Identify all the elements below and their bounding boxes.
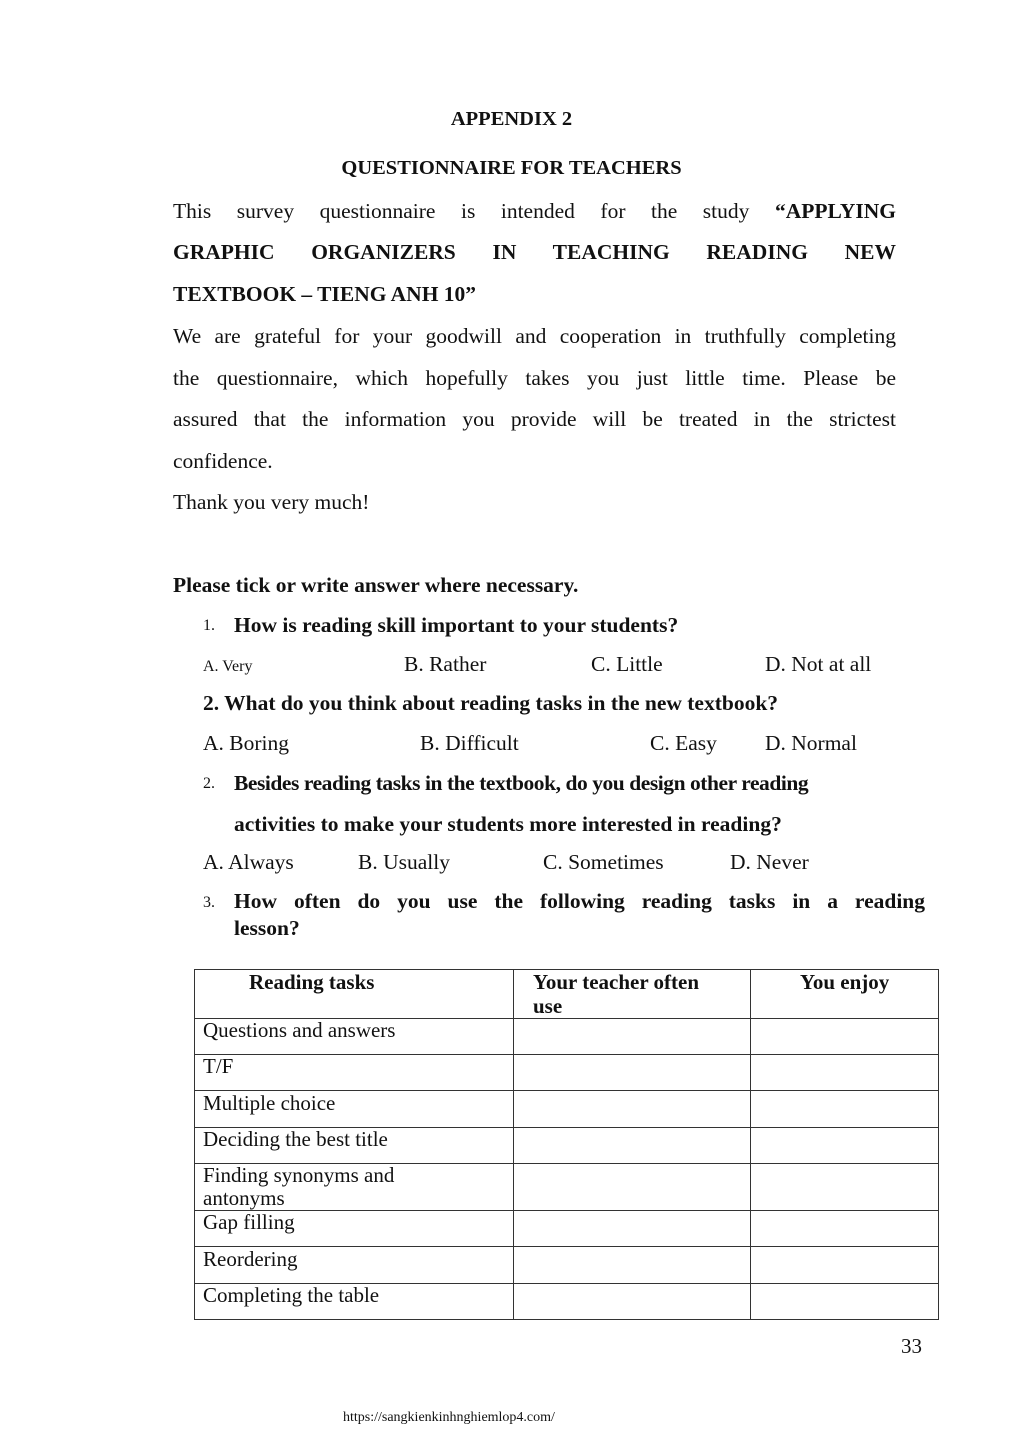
teacher-use-cell[interactable]: [514, 1128, 750, 1163]
you-enjoy-cell[interactable]: [751, 1164, 938, 1210]
q1-option-d[interactable]: D. Not at all: [765, 652, 872, 676]
teacher-use-cell[interactable]: [514, 1247, 750, 1283]
q1-option-c[interactable]: C. Little: [591, 652, 663, 676]
you-enjoy-cell[interactable]: [751, 1211, 938, 1246]
question-3-text-line-2: activities to make your students more interested in reading?: [234, 812, 782, 836]
table-header-teacher-use-line-2: use: [533, 994, 563, 1018]
study-title-line-3: TEXTBOOK – TIENG ANH 10”: [173, 282, 477, 306]
q3-option-a[interactable]: A. Always: [203, 850, 294, 874]
you-enjoy-cell[interactable]: [751, 1247, 938, 1283]
question-1-number: 1.: [203, 617, 215, 634]
q1-option-a[interactable]: [203, 652, 252, 677]
teacher-use-cell[interactable]: [514, 1164, 750, 1210]
teacher-use-cell[interactable]: [514, 1211, 750, 1246]
study-title-line-2: GRAPHIC ORGANIZERS IN TEACHING READING NEW: [173, 240, 896, 264]
table-header-teacher-use-line-1: Your teacher often: [533, 970, 700, 994]
q3-option-c[interactable]: C. Sometimes: [543, 850, 664, 874]
table-row-label: Completing the table: [203, 1283, 380, 1307]
teacher-use-cell[interactable]: [514, 1284, 750, 1319]
table-row-label-line-2: antonyms: [203, 1186, 285, 1210]
table-row-label: Deciding the best title: [203, 1127, 388, 1151]
intro-p2-line-1: We are grateful for your goodwill and cooperation in truthfully completing: [173, 324, 896, 348]
q1-option-b[interactable]: B. Rather: [404, 652, 487, 676]
q2-option-c[interactable]: C. Easy: [650, 731, 717, 755]
footer-url[interactable]: https://sangkienkinhnghiemlop4.com/: [343, 1410, 555, 1425]
you-enjoy-cell[interactable]: [751, 1128, 938, 1163]
page-title: QUESTIONNAIRE FOR TEACHERS: [341, 157, 682, 179]
q3-option-d[interactable]: D. Never: [730, 850, 809, 874]
question-2-text: 2. What do you think about reading tasks in the new textbook?: [203, 691, 779, 715]
you-enjoy-cell[interactable]: [751, 1091, 938, 1127]
page-number: 33: [901, 1334, 922, 1358]
question-4-number: 3.: [203, 894, 215, 911]
you-enjoy-cell[interactable]: [751, 1284, 938, 1319]
table-header-you-enjoy: You enjoy: [800, 970, 890, 994]
teacher-use-cell[interactable]: [514, 1091, 750, 1127]
q2-option-d[interactable]: D. Normal: [765, 731, 857, 755]
question-4-text-line-1: How often do you use the following reading tasks in a reading: [234, 889, 925, 913]
table-row-label-line-1: Finding synonyms and: [203, 1163, 395, 1187]
q2-option-b[interactable]: B. Difficult: [420, 731, 519, 755]
intro-p2-line-3: assured that the information you provide will be treated in the strictest: [173, 407, 896, 431]
intro-line-1: [173, 199, 896, 224]
you-enjoy-cell[interactable]: [751, 1019, 938, 1054]
question-1-text: How is reading skill important to your students?: [234, 613, 679, 637]
intro-p2-line-2: the questionnaire, which hopefully takes you just little time. Please be: [173, 366, 896, 390]
table-row-label: Reordering: [203, 1247, 298, 1271]
table-header-reading-tasks: Reading tasks: [249, 970, 375, 994]
table-row-label: T/F: [203, 1054, 234, 1078]
q3-option-b[interactable]: B. Usually: [358, 850, 450, 874]
table-row-label: Questions and answers: [203, 1018, 396, 1042]
study-title-start: “APPLYING: [774, 199, 897, 223]
table-row-label: Gap filling: [203, 1210, 295, 1234]
teacher-use-cell[interactable]: [514, 1019, 750, 1054]
question-4-text-line-2: lesson?: [234, 916, 300, 940]
question-3-number: 2.: [203, 775, 215, 792]
question-3-text-line-1: Besides reading tasks in the textbook, do you design other reading: [234, 771, 809, 795]
instructions: Please tick or write answer where necessary.: [173, 573, 579, 597]
q2-option-a[interactable]: A. Boring: [203, 731, 289, 755]
you-enjoy-cell[interactable]: [751, 1055, 938, 1090]
table-row-label: Multiple choice: [203, 1091, 336, 1115]
teacher-use-cell[interactable]: [514, 1055, 750, 1090]
intro-p2-line-4: confidence.: [173, 449, 273, 473]
intro-text: This survey questionnaire is intended for the study: [173, 199, 750, 223]
thanks-text: Thank you very much!: [173, 490, 370, 514]
q1-option-a-text: A. Very: [203, 658, 253, 675]
appendix-heading: APPENDIX 2: [450, 108, 573, 130]
